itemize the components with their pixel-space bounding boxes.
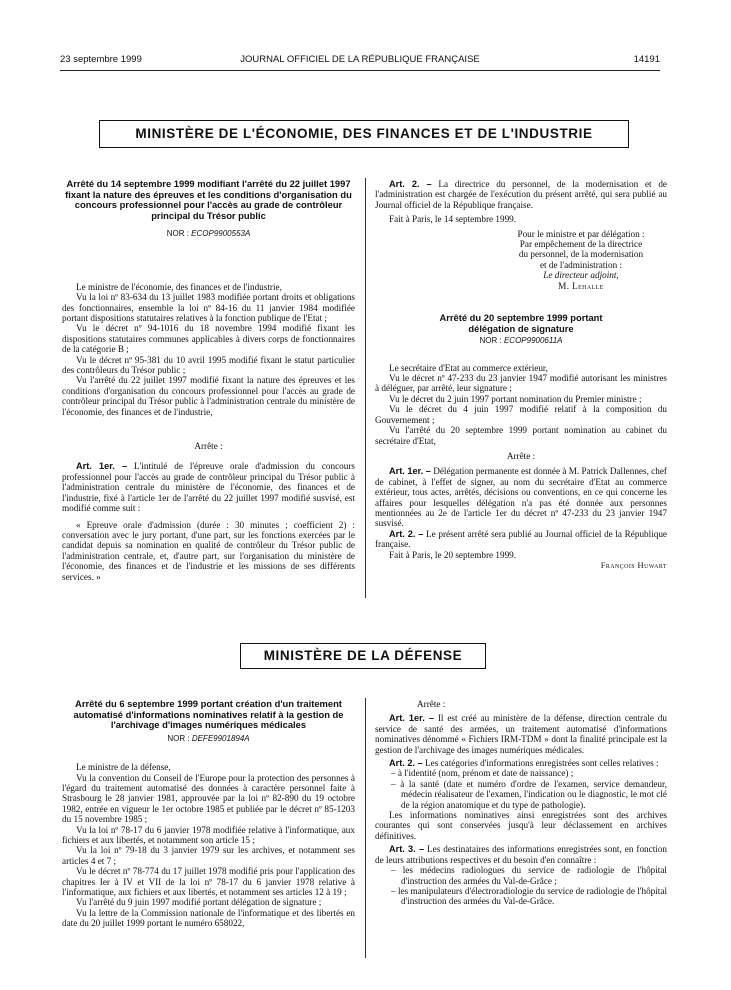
arrete-3-visa: Vu la lettre de la Commission nationale de l'informatique et des libertés en date du 20 juillet 1999 portant le numéro 658022, bbox=[62, 907, 355, 929]
arrete-1 bbox=[62, 179, 355, 582]
arrete-2-visa: Vu le décret nº 47-233 du 23 janvier 1947 modifié autorisant les ministres à déléguer, par arrêté, leur signature ; bbox=[375, 373, 667, 394]
header-rule bbox=[60, 70, 660, 71]
arrete-1-art2-label: Art. 2. – bbox=[389, 179, 432, 189]
arrete-3-visa: Le ministre de la défense, bbox=[76, 762, 171, 773]
column-divider-bottom bbox=[365, 698, 366, 958]
ministry-economie-box bbox=[99, 120, 629, 148]
arrete-3-nor bbox=[62, 734, 355, 744]
arrete-1-visa: Le ministre de l'économie, des finances et de l'industrie, bbox=[76, 281, 282, 292]
arrete-2-art2-text: Le présent arrêté sera publié au Journal officiel de la République française. bbox=[375, 528, 668, 550]
arrete-1-continued bbox=[375, 179, 667, 570]
arrete-2-nor bbox=[375, 336, 667, 346]
signature-line: Par empêchement de la directrice bbox=[519, 239, 643, 250]
arrete-3-paragraph: Les informations nominatives ainsi enregistrées sont des archives courantes qui sont conservées jusqu'à leur déclassement en archives définitives. bbox=[375, 810, 667, 841]
nor-label: NOR : bbox=[479, 336, 502, 346]
arrete-1-nor bbox=[62, 229, 355, 239]
signature-line: du personnel, de la modernisation bbox=[518, 249, 644, 260]
signature-role: Le directeur adjoint, bbox=[543, 270, 619, 281]
arrete-1-art1-text: L'intitulé de l'épreuve orale d'admission du concours professionnel pour l'accès au grade de contrôleur principal du Trésor public à l'administration centrale du ministère de l'économie, des finances et de l'industrie, fixé à l'article 1er de l'arrêté du 22 juillet 1997 modifié susvisé, est modifié comme suit : bbox=[62, 461, 356, 514]
arrete-3-title: Arrêté du 6 septembre 1999 portant création d'un traitement automatisé d'informations nominatives relatif à la gestion de l'archivage d'images numériques médicales bbox=[73, 698, 344, 731]
arrete-3-continued bbox=[375, 699, 667, 907]
header-journal-title: JOURNAL OFFICIEL DE LA RÉPUBLIQUE FRANÇAISE bbox=[240, 54, 480, 65]
list-item: – à l'identité (nom, prénom et date de naissance) ; bbox=[391, 768, 574, 779]
signature-line: et de l'administration : bbox=[539, 259, 623, 270]
nor-code: ECOP9900611A bbox=[503, 336, 563, 346]
arrete-2-visa: Vu l'arrêté du 20 septembre 1999 portant nomination au cabinet du secrétaire d'Etat, bbox=[375, 425, 667, 446]
arrete-2-visa: Vu le décret du 2 juin 1997 portant nomination du Premier ministre ; bbox=[389, 393, 642, 404]
arrete-2-art1-text: Délégation permanente est donnée à M. Patrick Dallennes, chef de cabinet, à l'effet de signer, au nom du secrétaire d'Etat au commerce extérieur, tous actes, arrêtés, décisions ou conventions, en ce qui concerne les affaires pour lesquelles délégation n'a pas été donnée aux personnes mentionnées au 2e de l'article 1er du décret nº 47-233 du 23 janvier 1947 susvisé. bbox=[375, 466, 667, 529]
arrete-3-visa: Vu le décret nº 78-774 du 17 juillet 1978 modifié pris pour l'application des chapitres Ier à IV et VII de la loi nº 78-17 du 6 janvier 1978 relative à l'informatique, aux fichiers et aux libertés, et notamment ses articles 12 à 19 ; bbox=[62, 866, 355, 898]
ministry-defense-title: MINISTÈRE DE LA DÉFENSE bbox=[263, 648, 463, 663]
nor-code: ECOP9900553A bbox=[191, 229, 251, 239]
arrete-2-title: Arrêté du 20 septembre 1999 portant délégation de signature bbox=[439, 312, 603, 334]
list-item: – à la santé (date et numéro d'ordre de l'examen, service demandeur, médecin réalisateur de l'examen, l'indication ou le diagnostic, le mot clé de la région anatomique et du type de pathologie). bbox=[391, 778, 667, 810]
arrete-2-visa: Vu le décret du 4 juin 1997 modifié relatif à la composition du Gouvernement ; bbox=[375, 404, 667, 425]
arrete-2-fait: Fait à Paris, le 20 septembre 1999. bbox=[389, 549, 517, 560]
arrete-1-visa: Vu la loi nº 83-634 du 13 juillet 1983 modifiée portant droits et obligations des fonctionnaires, ensemble la loi nº 84-16 du 11 janvier 1984 modifiée portant dispositions statutaires relatives à la fonction publique de l'Etat ; bbox=[62, 292, 355, 323]
signature-line: Pour le ministre et par délégation : bbox=[517, 228, 645, 239]
arrete-2-signature: François Huwart bbox=[600, 559, 667, 570]
nor-label: NOR : bbox=[167, 733, 190, 743]
arrete-1-title: Arrêté du 14 septembre 1999 modifiant l'arrêté du 22 juillet 1997 fixant la nature des épreuves et les conditions d'organisation du concours professionnel pour l'accès au grade de contrôleur principal du Trésor public bbox=[65, 178, 352, 221]
arrete-3-art1-label: Art. 1er. – bbox=[389, 713, 434, 724]
arrete-3-visa: Vu la loi nº 78-17 du 6 janvier 1978 modifiée relative à l'informatique, aux fichiers et aux libertés, et notamment son article 15 ; bbox=[62, 824, 355, 846]
page-header bbox=[60, 54, 660, 68]
arrete-3-arrete: Arrête : bbox=[417, 699, 446, 709]
arrete-1-visa: Vu le décret nº 94-1016 du 18 novembre 1994 modifié fixant les dispositions statutaires communes applicables à divers corps de fonctionnaires de la catégorie B ; bbox=[62, 323, 355, 355]
arrete-1-visa: Vu l'arrêté du 22 juillet 1997 modifié fixant la nature des épreuves et les conditions d'organisation du concours professionnel pour l'accès au grade de contrôleur principal du Trésor public à l'administration centrale du ministère de l'économie, des finances et de l'industrie, bbox=[62, 375, 355, 417]
arrete-3-visa: Vu l'arrêté du 9 juin 1997 modifié portant délégation de signature ; bbox=[76, 897, 322, 908]
arrete-2-visa: Le secrétaire d'Etat au commerce extérieur, bbox=[389, 362, 548, 373]
arrete-2-art2-label: Art. 2. – bbox=[389, 528, 424, 539]
arrete-1-art1-label: Art. 1er. – bbox=[76, 461, 128, 472]
signature-name: M. Lehalle bbox=[558, 280, 604, 291]
arrete-3-visa: Vu la loi nº 79-18 du 3 janvier 1979 sur les archives, et notamment ses articles 4 et 7 ; bbox=[62, 845, 355, 866]
header-date: 23 septembre 1999 bbox=[60, 54, 142, 65]
list-item: – les manipulateurs d'électroradiologie du service de radiologie de l'hôpital d'instruction des armées du Val-de-Grâce. bbox=[391, 885, 667, 907]
arrete-1-fait: Fait à Paris, le 14 septembre 1999. bbox=[389, 214, 517, 225]
arrete-3 bbox=[62, 699, 355, 929]
arrete-3-art1-text: Il est créé au ministère de la défense, direction centrale du service de santé des armées, un traitement automatisé d'informations nominatives dénommé « Fichiers IRM-TDM » dont la finalité principale est la gestion de l'archivage des images numériques médicales. bbox=[375, 713, 667, 755]
nor-label: NOR : bbox=[166, 229, 189, 239]
arrete-2-art1-label: Art. 1er. – bbox=[389, 466, 431, 477]
arrete-3-art3-label: Art. 3. – bbox=[389, 844, 425, 855]
arrete-3-art2-text: Les catégories d'informations enregistrées sont celles relatives : bbox=[425, 758, 659, 769]
column-divider-top bbox=[365, 178, 366, 598]
arrete-1-visa: Vu le décret nº 95-381 du 10 avril 1995 modifié fixant le statut particulier des contrôleurs du Trésor public ; bbox=[62, 354, 355, 376]
arrete-2-arrete: Arrête : bbox=[506, 450, 536, 461]
arrete-3-art3-text: Les destinataires des informations enregistrées sont, en fonction de leurs attributions respectives et du besoin d'en connaître : bbox=[375, 844, 668, 865]
arrete-1-quote: « Epreuve orale d'admission (durée : 30 minutes ; coefficient 2) : conversation avec le jury portant, d'une part, sur les fonctions exercées par le candidat depuis sa nomination en qualité de contrôleur du Trésor public de l'administration centrale, et, d'autre part, sur l'organisation du ministère de l'économie, des finances et de l'industrie et les missions de ses différents services. » bbox=[62, 519, 355, 582]
arrete-3-art2-label: Art. 2. – bbox=[389, 758, 423, 769]
arrete-1-signature bbox=[375, 229, 667, 291]
list-item: – les médecins radiologues du service de radiologie de l'hôpital d'instruction des armées du Val-de-Grâce ; bbox=[391, 865, 667, 886]
header-page-number: 14191 bbox=[633, 54, 660, 65]
arrete-3-visa: Vu la convention du Conseil de l'Europe pour la protection des personnes à l'égard du traitement automatisé des données à caractère personnel faite à Strasbourg le 28 janvier 1981, approuvée par la loi nº 82-890 du 19 octobre 1982, entrée en vigueur le 1er octobre 1985 et publiée par le décret nº 85-1203 du 15 novembre 1985 ; bbox=[62, 772, 355, 825]
ministry-defense-box bbox=[240, 643, 486, 669]
arrete-1-art2-text: La directrice du personnel, de la modernisation et de l'administration est chargée de l'exécution du présent arrêté, qui sera publié au Journal officiel de la République française. bbox=[375, 179, 668, 210]
arrete-1-arrete: Arrête : bbox=[194, 441, 223, 452]
nor-code: DEFE9901894A bbox=[191, 733, 250, 743]
ministry-economie-title: MINISTÈRE DE L'ÉCONOMIE, DES FINANCES ET DE L'INDUSTRIE bbox=[135, 126, 593, 141]
